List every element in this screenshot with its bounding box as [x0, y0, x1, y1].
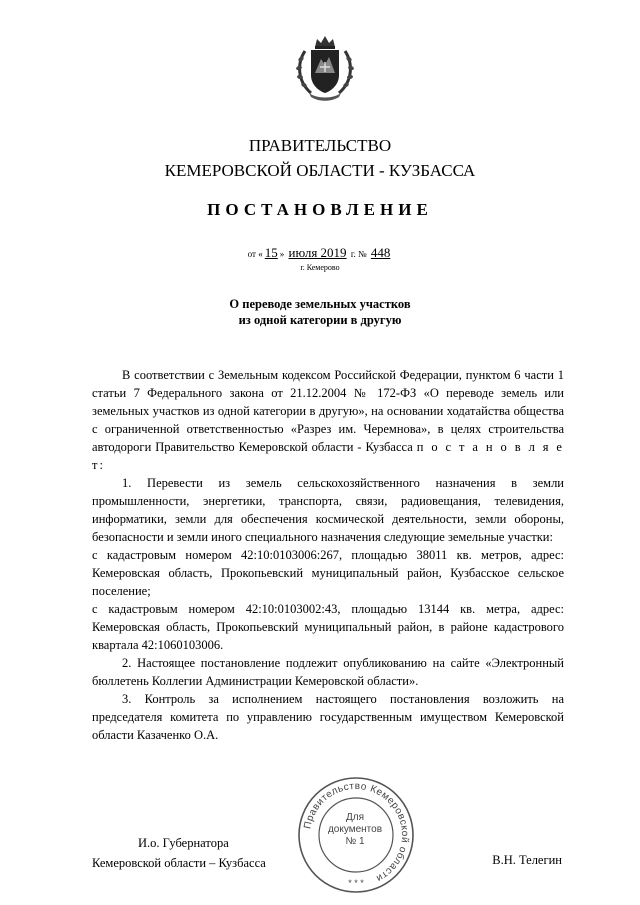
plot-2: с кадастровым номером 42:10:0103002:43, площадью 13144 кв. метра, адрес: Кемеровская область, Прокопьевский муниципальный район, в районе кадастрового квартала 42:1060103006.	[92, 602, 564, 652]
item-1: 1. Перевести из земель сельскохозяйственного назначения в земли промышленности, энергетики, транспорта, связи, радиовещания, телевидения, информатики, земли для обеспечения космической деятельности, земли обороны, безопасности и земли иного специального назначения следующие земельные участки:	[92, 476, 564, 544]
document-body	[92, 366, 564, 744]
signatory-role-line2: Кемеровской области – Кузбасса	[92, 856, 266, 870]
city: г. Кемерово	[300, 263, 340, 272]
date-mid: »	[279, 249, 285, 259]
document-subject	[0, 296, 640, 328]
date-suffix: г. №	[350, 249, 367, 259]
date-line	[0, 247, 640, 260]
government-title-line2: КЕМЕРОВСКОЙ ОБЛАСТИ - КУЗБАССА	[164, 161, 476, 180]
stamp-ring-text: Правительство Кемеровской области	[302, 780, 411, 884]
plot-1: с кадастровым номером 42:10:0103006:267, площадью 38011 кв. метров, адрес: Кемеровская область, Прокопьевский муниципальный район, Кузбасское сельское поселение;	[92, 548, 564, 598]
date-day: 15	[264, 245, 278, 260]
intro-paragraph	[92, 366, 564, 474]
document-type: ПОСТАНОВЛЕНИЕ	[207, 200, 433, 219]
signatory-name: В.Н. Телегин	[492, 853, 562, 867]
stamp-stars: * * *	[348, 878, 364, 888]
stamp-center	[320, 812, 390, 848]
item-3: 3. Контроль за исполнением настоящего постановления возложить на председателя комитета по управлению государственным имуществом Кемеровской области Казаченко О.А.	[92, 692, 564, 742]
signatory-role	[92, 833, 266, 873]
coat-of-arms-emblem	[293, 33, 357, 103]
subject-line1: О переводе земельных участков	[229, 297, 411, 311]
stamp-center-line3: № 1	[345, 836, 365, 847]
stamp-center-line2: документов	[327, 824, 383, 835]
date-prefix: от «	[247, 249, 263, 259]
subject-line2: из одной категории в другую	[238, 313, 402, 327]
government-title-line1: ПРАВИТЕЛЬСТВО	[248, 136, 392, 155]
decree-word: п о с т а н о в л я е т:	[92, 440, 564, 472]
stamp-center-line1: Для	[345, 812, 365, 823]
intro-text: В соответствии с Земельным кодексом Российской Федерации, пунктом 6 части 1 статьи 7 Федерального закона от 21.12.2004 № 172-ФЗ «О переводе земель или земельных участков из одной категории в другую», на основании ходатайства общества с ограниченной ответственностью «Разрез им. Черемнова», в целях строительства автодороги Правительство Кемеровской области - Кузбасса	[92, 368, 564, 454]
item-2: 2. Настоящее постановление подлежит опубликованию на сайте «Электронный бюллетень Коллегии Администрации Кемеровской области».	[92, 656, 564, 688]
document-number: 448	[370, 245, 391, 260]
signatory-role-line1: И.о. Губернатора	[138, 836, 229, 850]
date-month-year: июля 2019	[288, 245, 347, 260]
